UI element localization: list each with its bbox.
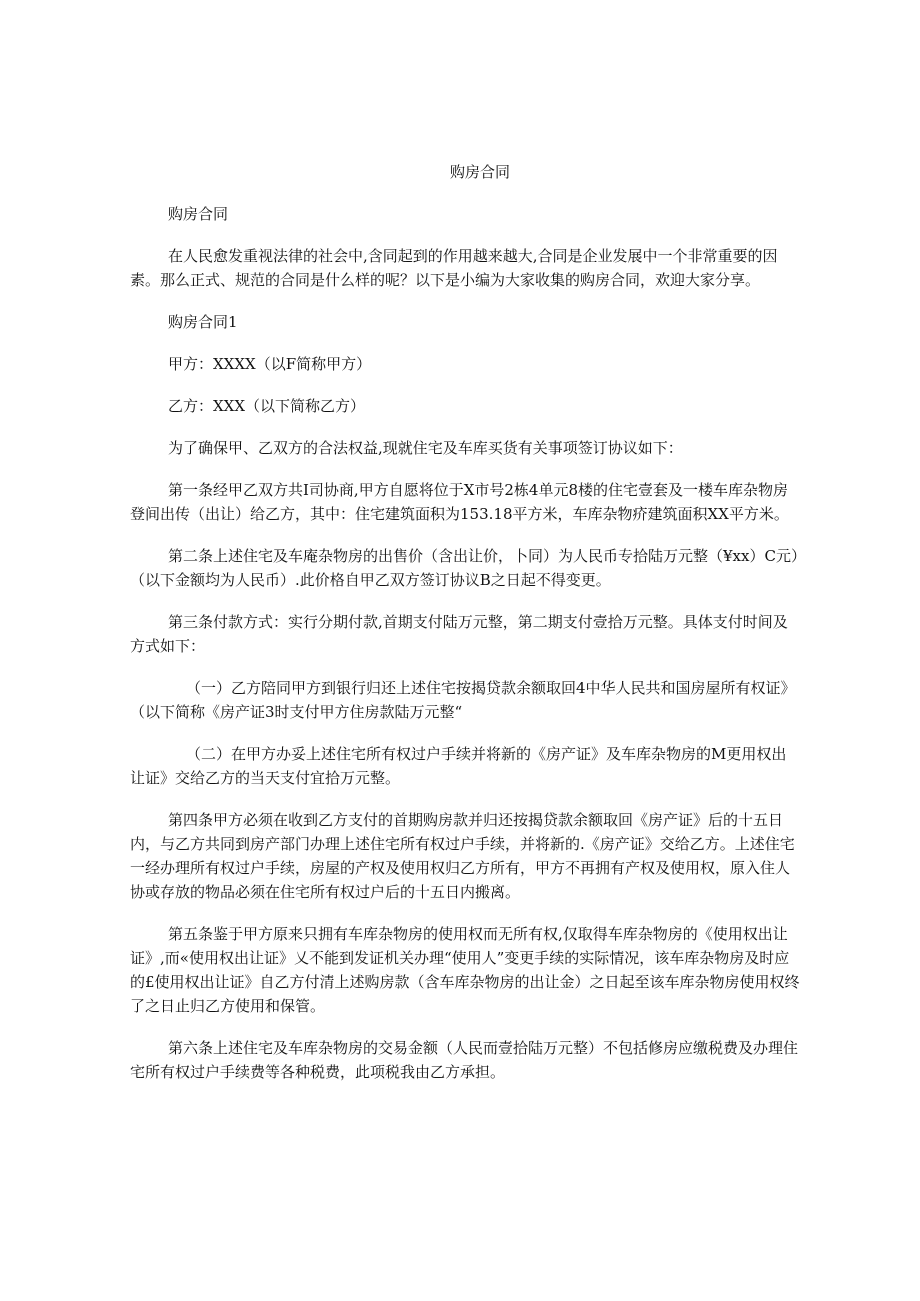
paragraph-article-4: 第四条甲方必须在收到乙方支付的首期购房款并归还按揭贷款余额取回《房产证》后的十五日内，与乙方共同到房产部门办理上述住宅所有权过户手续，并将新的.《房产证》交给乙方。上述住宅一经办理所有权过户手续，房屋的产权及使用权归乙方所有，甲方不再拥有产权及使用权，原入住人协或存放的物品必须在住宅所有权过户后的十五日内搬离。 [130, 811, 795, 901]
paragraph-party-a: 甲方：XXXX（以F简称甲方） [168, 355, 372, 373]
document-body [130, 160, 800, 1102]
paragraph-article-6: 第六条上述住宅及车库杂物房的交易金额（人民而壹拾陆万元整）不包括修房应缴税费及办理住宅所有权过户手续费等各种税费，此项税我由乙方承担。 [130, 1039, 799, 1081]
paragraph-party-b: 乙方：XXX（以下简称乙方） [168, 397, 366, 415]
paragraph-clause-1: （一）乙方陪同甲方到银行归还上述住宅按揭贷款余额取回4中华人民共和国房屋所有权证》（以下简称《房产证3时支付甲方住房款陆万元整“ [130, 679, 796, 721]
paragraph-article-5: 第五条鉴于甲方原来只拥有车库杂物房的使用权而无所有权,仅取得车库杂物房的《使用权出让证》,而«使用权出让证》乂不能到发证机关办理“使用人”变更手续的实际情况，该车库杂物房及时应的£使用权出让证》自乙方付清上述购房款（含车库杂物房的出让金）之日起至该车库杂物房使用权终了之日止归乙方使用和保管。 [130, 925, 800, 1015]
paragraph-article-1: 第一条经甲乙双方共I司协商,甲方自愿将位于X市号2栋4单元8楼的住宅壹套及一楼车库杂物房登间出传（出让）给乙方，其中：住宅建筑面积为153.18平方米，车库杂物疥建筑面积XX平方米。 [130, 481, 789, 523]
paragraph-intro: 在人民愈发重视法律的社会中,含同起到的作用越来越大,合同是企业发展中一个非常重要的因素。那么正式、规范的合同是什么样的呢？以下是小编为大家收集的购房合同，欢迎大家分享。 [130, 247, 778, 289]
paragraph-preamble: 为了确保甲、乙双方的合法权益,现就住宅及车库买货有关事项签订协议如下： [168, 439, 683, 457]
paragraph-article-2: 第二条上述住宅及车庵杂物房的出售价（含出让价，卜同）为人民币专拾陆万元整（¥xx）C元）（以下金额均为人民币）.此价格自甲乙双方签订协议B之日起不得变更。 [130, 547, 799, 589]
document-title: 购房合同 [449, 163, 510, 181]
paragraph-article-3: 第三条付款方式：实行分期付款,首期支付陆万元整，第二期支付壹拾万元整。具体支付时间及方式如下： [130, 613, 788, 655]
paragraph-clause-2: （二）在甲方办妥上述住宅所有权过户手续并将新的《房产证》及车库杂物房的M更用权出让证》交给乙方的当天支付宜拾万元整。 [130, 745, 787, 787]
paragraph-contract-heading: 购房合同1 [168, 313, 238, 331]
paragraph-subtitle: 购房合同 [168, 205, 229, 223]
